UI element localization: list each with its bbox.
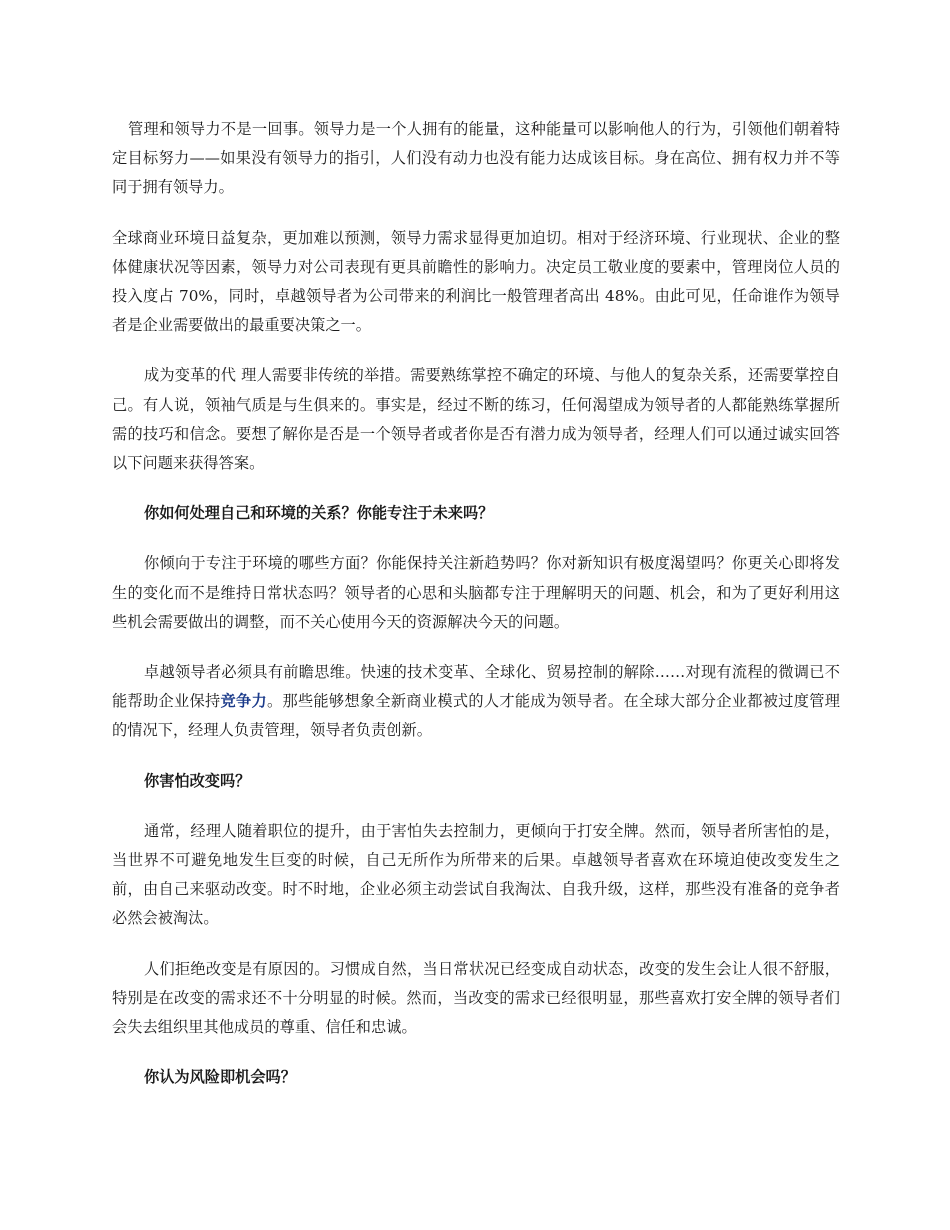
section-heading-2: 你害怕改变吗？	[144, 771, 251, 790]
paragraph-3: 成为变革的代 理人需要非传统的举措。需要熟练掌控不确定的环境、与他人的复杂关系，还需要掌控自己。有人说，领袖气质是与生俱来的。事实是，经过不断的练习，任何渴望成为领导者的人都能熟练掌握所需的技巧和信念。要想了解你是否是一个领导者或者你是否有潜力成为领导者，经理人们可以通过诚实回答以下问题来获得答案。	[112, 366, 840, 473]
document-page	[112, 115, 840, 1092]
section-heading-1: 你如何处理自己和环境的关系？你能专注于未来吗？	[144, 504, 494, 523]
paragraph-1: 管理和领导力不是一回事。领导力是一个人拥有的能量，这种能量可以影响他人的行为，引领他们朝着特定目标努力——如果没有领导力的指引，人们没有动力也没有能力达成该目标。身在高位、拥有权力并不等同于拥有领导力。	[112, 120, 840, 197]
paragraph-7: 人们拒绝改变是有原因的。习惯成自然，当日常状况已经变成自动状态，改变的发生会让人很不舒服，特别是在改变的需求还不十分明显的时候。然而，当改变的需求已经很明显，那些喜欢打安全牌的领导者们会失去组织里其他成员的尊重、信任和忠诚。	[112, 959, 840, 1037]
paragraph-2: 全球商业环境日益复杂，更加难以预测，领导力需求显得更加迫切。相对于经济环境、行业现状、企业的整体健康状况等因素，领导力对公司表现有更具前瞻性的影响力。决定员工敬业度的要素中，管理岗位人员的投入度占 70%，同时，卓越领导者为公司带来的利润比一般管理者高出 48%。由此可见，任命谁作为领导者是企业需要做出的最重要决策之一。	[112, 228, 840, 335]
competitiveness-link[interactable]: 竞争力	[220, 692, 267, 711]
section-heading-3: 你认为风险即机会吗？	[144, 1068, 296, 1087]
paragraph-5	[112, 658, 840, 746]
paragraph-6: 通常，经理人随着职位的提升，由于害怕失去控制力，更倾向于打安全牌。然而，领导者所害怕的是，当世界不可避免地发生巨变的时候，自己无所作为所带来的后果。卓越领导者喜欢在环境迫使改变发生之前，由自己来驱动改变。时不时地，企业必须主动尝试自我淘汰、自我升级，这样，那些没有准备的竞争者必然会被淘汰。	[112, 821, 840, 928]
paragraph-5-text-before: 卓越领导者必须具有前瞻思维。快速的技术变革、全球化、贸易控制的解除……对现有流程的微调已不能帮助企业保持	[112, 663, 840, 711]
paragraph-4: 你倾向于专注于环境的哪些方面？你能保持关注新趋势吗？你对新知识有极度渴望吗？你更关心即将发生的变化而不是维持日常状态吗？领导者的心思和头脑都专注于理解明天的问题、机会，和为了更好利用这些机会需要做出的调整，而不关心使用今天的资源解决今天的问题。	[112, 554, 840, 631]
paragraph-5-text-after: 。那些能够想象全新商业模式的人才能成为领导者。在全球大部分企业都被过度管理的情况下，经理人负责管理，领导者负责创新。	[112, 692, 840, 740]
